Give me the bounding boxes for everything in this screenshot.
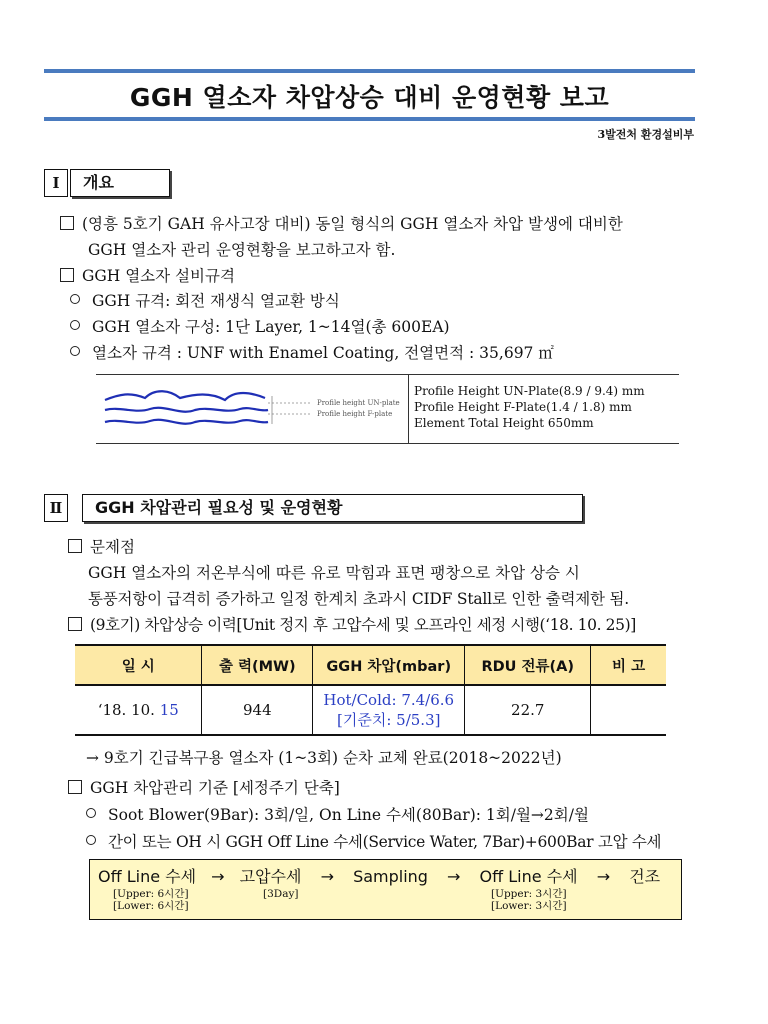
arrow-right-icon: → — [447, 867, 461, 886]
spec-item: 열소자 규격 : UNF with Enamel Coating, 전열면적 : 35,697 ㎡ — [70, 341, 554, 363]
col-output: 출 력(MW) — [202, 645, 313, 685]
problem-line: 통풍저항이 급격히 증가하고 일정 한계치 초과시 CIDF Stall로 인한 출력제한 됨. — [88, 590, 630, 608]
page-title: GGH 열소자 차압상승 대비 운영현황 보고 — [129, 83, 610, 112]
criteria-item: 간이 또는 OH 시 GGH Off Line 수세(Service Water, 7Bar)+600Bar 고압 수세 — [86, 830, 661, 852]
cell-date: ‘18. 10. 15 — [75, 685, 202, 735]
table-header-row — [75, 645, 666, 685]
section2-number: Ⅱ — [44, 494, 68, 522]
problem-line: GGH 열소자의 저온부식에 따른 유로 막힘과 표면 팽창으로 차압 상승 시 — [88, 564, 580, 582]
col-remark: 비 고 — [591, 645, 666, 685]
col-rdu-current: RDU 전류(A) — [465, 645, 591, 685]
diagram-bottom-border — [96, 443, 679, 444]
department-label: 3발전처 환경설비부 — [597, 128, 694, 141]
pressure-history-table — [75, 644, 666, 736]
bullet-circle-icon — [70, 294, 80, 304]
title-top-rule — [44, 69, 695, 73]
section1-number: I — [44, 169, 68, 197]
problem-title: 문제점 — [68, 535, 135, 557]
step-dry: 건조 — [629, 867, 661, 886]
cell-remark — [591, 685, 666, 735]
spec-total-height: Element Total Height 650mm — [414, 416, 594, 430]
checkbox-square-icon — [68, 780, 82, 794]
step-offline-wash-2: Off Line 수세 — [479, 867, 578, 886]
replace-note: → 9호기 긴급복구용 열소자 (1~3회) 순차 교체 완료(2018~2022년) — [86, 749, 562, 767]
spec-item: GGH 규격: 회전 재생식 열교환 방식 — [70, 289, 340, 311]
overview-item-continued: GGH 열소자 관리 운영현황을 보고하고자 함. — [88, 241, 396, 259]
section2-heading: GGH 차압관리 필요성 및 운영현황 — [82, 494, 583, 522]
step-sampling: Sampling — [353, 867, 428, 886]
spec-un-plate: Profile Height UN-Plate(8.9 / 9.4) mm — [414, 384, 645, 398]
spec-item: GGH 열소자 구성: 1단 Layer, 1~14열(총 600EA) — [70, 315, 450, 337]
note-offline-wash-1: [Upper: 6시간] [Lower: 6시간] — [113, 888, 189, 912]
bullet-circle-icon — [86, 808, 96, 818]
cell-output: 944 — [202, 685, 313, 735]
label-f-plate: Profile height F-plate — [317, 410, 393, 418]
spec-title: GGH 열소자 설비규격 — [60, 264, 235, 286]
criteria-title: GGH 차압관리 기준 [세정주기 단축] — [68, 776, 340, 798]
step-offline-wash: Off Line 수세 — [98, 867, 197, 886]
overview-item: (영흥 5호기 GAH 유사고장 대비) 동일 형식의 GGH 열소자 차압 발생에 대비한 — [60, 212, 623, 234]
diagram-divider — [408, 374, 409, 443]
title-bottom-rule — [44, 117, 695, 121]
bullet-circle-icon — [70, 346, 80, 356]
plate-profile-diagram — [100, 384, 405, 436]
step-high-pressure-wash: 고압수세 — [239, 867, 302, 886]
section1-heading: 개요 — [70, 169, 170, 197]
label-un-plate: Profile height UN-plate — [317, 399, 400, 407]
col-date: 일 시 — [75, 645, 202, 685]
note-offline-wash-2: [Upper: 3시간] [Lower: 3시간] — [491, 888, 567, 912]
table-row — [75, 685, 666, 735]
checkbox-square-icon — [60, 216, 74, 230]
diagram-specs — [414, 383, 645, 431]
diagram-top-border — [96, 374, 679, 375]
history-title: (9호기) 차압상승 이력[Unit 정지 후 고압수세 및 오프라인 세정 시행(‘18. 10. 25)] — [68, 613, 636, 635]
note-high-pressure-wash: [3Day] — [263, 888, 299, 900]
criteria-item: Soot Blower(9Bar): 3회/일, On Line 수세(80Bar): 1회/월→2회/월 — [86, 803, 589, 825]
arrow-right-icon: → — [211, 867, 225, 886]
bullet-circle-icon — [86, 835, 96, 845]
cell-ggh-dp: Hot/Cold: 7.4/6.6 [기준치: 5/5.3] — [313, 685, 465, 735]
arrow-right-icon: → — [320, 867, 334, 886]
process-steps — [98, 864, 660, 887]
spec-f-plate: Profile Height F-Plate(1.4 / 1.8) mm — [414, 400, 632, 414]
col-ggh-dp: GGH 차압(mbar) — [313, 645, 465, 685]
checkbox-square-icon — [68, 617, 82, 631]
cell-rdu-current: 22.7 — [465, 685, 591, 735]
checkbox-square-icon — [68, 539, 82, 553]
bullet-circle-icon — [70, 320, 80, 330]
arrow-right-icon: → — [596, 867, 611, 886]
checkbox-square-icon — [60, 268, 74, 282]
